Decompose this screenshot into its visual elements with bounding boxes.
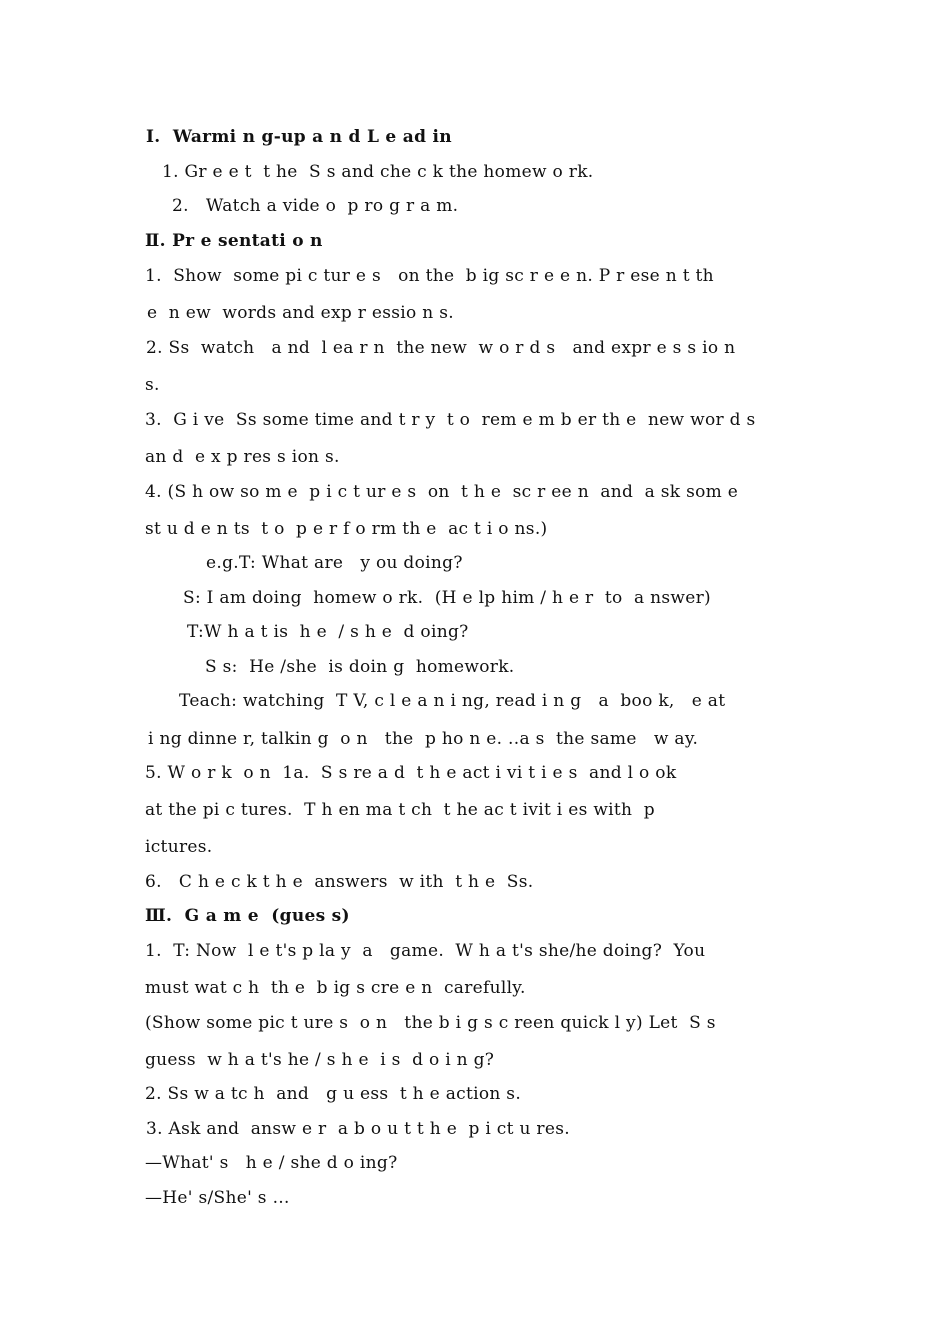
- dialogue-answer: —He' s/She' s …: [145, 1188, 290, 1208]
- dialogue-example-question: e.g.T: What are y ou doing?: [206, 553, 463, 573]
- dialogue-example-answer: S: I am doing homew o rk. (H e lp him / h e r to a nswer): [183, 588, 711, 608]
- section-heading-warming-up: Ⅰ. Warmi n g-up a n d L e ad in: [146, 127, 452, 147]
- presentation-step-3-line-1: 3. G i ve Ss some time and t r y t o rem e m b er th e new wor d s: [145, 410, 756, 430]
- section-heading-presentation: Ⅱ. Pr e sentati o n: [145, 231, 323, 251]
- warmup-step-2: 2. Watch a vide o p ro g r a m.: [172, 196, 459, 216]
- game-step-1-line-3: (Show some pic t ure s o n the b i g s c reen quick l y) Let S s: [145, 1013, 716, 1033]
- presentation-step-1-line-2: e n ew words and exp r essio n s.: [147, 303, 454, 323]
- teach-line-1: Teach: watching T V, c l e a n i ng, read i n g a boo k, e at: [179, 691, 726, 711]
- presentation-step-2-line-2: s.: [145, 375, 160, 395]
- dialogue-example-answer-2: S s: He /she is doin g homework.: [205, 657, 515, 677]
- section-heading-game: Ⅲ. G a m e (gues s): [145, 906, 350, 926]
- teach-line-2: i ng dinne r, talkin g o n the p ho n e. ..a s the same w ay.: [148, 729, 699, 749]
- presentation-step-1-line-1: 1. Show some pi c tur e s on the b ig sc r e e n. P r ese n t th: [145, 266, 714, 286]
- presentation-step-5-line-3: ictures.: [145, 837, 213, 857]
- presentation-step-5-line-1: 5. W o r k o n 1a. S s re a d t h e act i vi t i e s and l o ok: [145, 763, 677, 783]
- game-step-1-line-4: guess w h a t's he / s h e i s d o i n g?: [145, 1050, 495, 1070]
- dialogue-example-question-2: T:W h a t is h e / s h e d oing?: [187, 622, 469, 642]
- presentation-step-3-line-2: an d e x p res s ion s.: [145, 447, 340, 467]
- game-step-3: 3. Ask and answ e r a b o u t t h e p i ct u res.: [146, 1119, 570, 1139]
- presentation-step-4-line-1: 4. (S h ow so m e p i c t ur e s on t h e sc r ee n and a sk som e: [145, 482, 739, 502]
- presentation-step-4-line-2: st u d e n ts t o p e r f o rm th e ac t i o ns.): [145, 519, 548, 539]
- game-step-1-line-1: 1. T: Now l e t's p la y a game. W h a t's she/he doing? You: [145, 941, 706, 961]
- warmup-step-1: 1. Gr e e t t he S s and che c k the homew o rk.: [162, 162, 594, 182]
- presentation-step-2-line-1: 2. Ss watch a nd l ea r n the new w o r d s and expr e s s io n: [146, 338, 736, 358]
- presentation-step-6: 6. C h e c k t h e answers w ith t h e Ss.: [145, 872, 534, 892]
- dialogue-question: —What' s h e / she d o ing?: [145, 1153, 398, 1173]
- game-step-2: 2. Ss w a tc h and g u ess t h e action s.: [145, 1084, 522, 1104]
- presentation-step-5-line-2: at the pi c tures. T h en ma t ch t he ac t ivit i es with p: [145, 800, 655, 820]
- game-step-1-line-2: must wat c h th e b ig s cre e n carefully.: [145, 978, 526, 998]
